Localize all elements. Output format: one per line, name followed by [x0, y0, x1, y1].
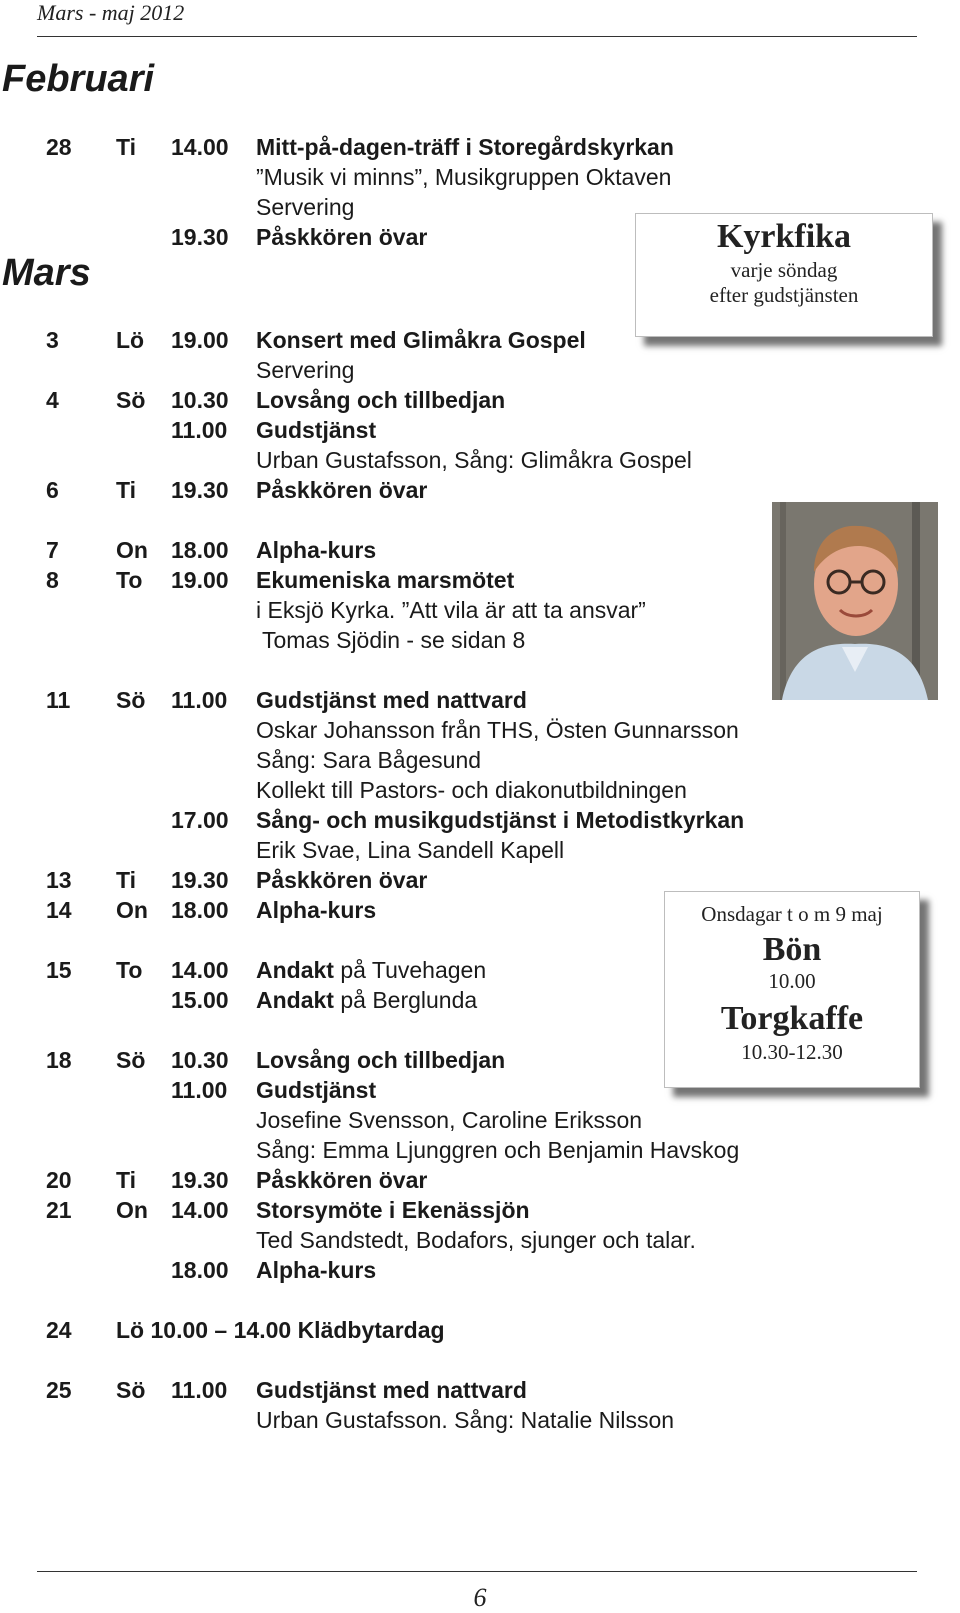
event-note: Sång: Emma Ljunggren och Benjamin Havskog: [256, 1137, 740, 1163]
event-row: [0, 1195, 800, 1225]
portrait-photo: [772, 502, 938, 700]
event-row: [0, 835, 800, 865]
event-description: [256, 595, 646, 625]
event-row: [0, 1255, 800, 1285]
event-date: 8: [46, 567, 59, 593]
header-rule: [37, 36, 917, 37]
event-description: [256, 1375, 527, 1405]
event-date: 18: [46, 1047, 72, 1073]
event-weekday: On: [116, 1197, 148, 1223]
event-row: [0, 445, 800, 475]
kyrkfika-line1: varje söndag: [730, 258, 838, 282]
event-description: [256, 1195, 530, 1225]
event-date: 14: [46, 897, 72, 923]
event-weekday: On: [116, 537, 148, 563]
event-weekday: Lö 10.00 – 14.00 Klädbytardag: [116, 1317, 445, 1343]
event-weekday: Ti: [116, 1167, 137, 1193]
event-date: 11: [46, 687, 71, 713]
event-row: [0, 1165, 800, 1195]
event-description: [256, 1045, 505, 1075]
event-description: [256, 385, 505, 415]
event-title: Påskkören övar: [256, 477, 428, 503]
event-description: [256, 835, 564, 865]
event-row: [0, 475, 800, 505]
event-time: 19.30: [171, 867, 229, 893]
event-description: [256, 865, 427, 895]
event-row: [0, 775, 800, 805]
month-heading-februari: Februari: [2, 58, 155, 100]
event-weekday: Ti: [116, 867, 137, 893]
event-time: 14.00: [171, 1197, 229, 1223]
event-date: 28: [46, 134, 72, 160]
event-description: [256, 475, 427, 505]
event-weekday: Sö: [116, 1047, 146, 1073]
event-note: Oskar Johansson från THS, Östen Gunnarsson: [256, 717, 739, 743]
event-time: 19.30: [171, 224, 229, 250]
event-description: [256, 162, 671, 192]
event-date: 24: [46, 1317, 72, 1343]
event-description: [256, 685, 527, 715]
event-weekday: To: [116, 567, 143, 593]
event-description: [256, 132, 674, 162]
portrait-illustration: [772, 502, 938, 700]
bon-title: Bön: [762, 931, 822, 968]
kyrkfika-title: Kyrkfika: [716, 218, 852, 255]
event-weekday: Lö: [116, 327, 145, 353]
issue-header: Mars - maj 2012: [37, 0, 185, 25]
event-description: [256, 192, 354, 222]
event-note: Urban Gustafsson. Sång: Natalie Nilsson: [256, 1407, 675, 1433]
event-note: Servering: [256, 194, 355, 220]
event-row: [0, 685, 800, 715]
torgkaffe-title: Torgkaffe: [720, 1000, 864, 1037]
event-time: 11.00: [171, 1077, 228, 1103]
event-note: Tomas Sjödin - se sidan 8: [256, 627, 526, 653]
event-description: [256, 535, 376, 565]
event-title: Konsert med Glimåkra Gospel: [256, 327, 586, 353]
event-weekday: On: [116, 897, 148, 923]
event-time: 18.00: [171, 897, 229, 923]
event-title: Alpha-kurs: [256, 897, 377, 923]
event-weekday: Sö: [116, 387, 146, 413]
event-time: 18.00: [171, 1257, 229, 1283]
event-note: Servering: [256, 357, 355, 383]
event-note: Urban Gustafsson, Sång: Glimåkra Gospel: [256, 447, 692, 473]
event-title: Ekumeniska marsmötet: [256, 567, 515, 593]
event-title: Storsymöte i Ekenässjön: [256, 1197, 530, 1223]
event-title: Sång- och musikgudstjänst i Metodistkyrkan: [256, 807, 745, 833]
event-time: 10.30: [171, 387, 229, 413]
event-time: 11.00: [171, 417, 228, 443]
bon-intro: Onsdagar t o m 9 maj: [701, 902, 883, 926]
event-row: [0, 745, 800, 775]
event-description: [256, 1135, 739, 1165]
event-date: 7: [46, 537, 59, 563]
event-title: Påskkören övar: [256, 1167, 428, 1193]
torgkaffe-time: 10.30-12.30: [741, 1040, 843, 1064]
event-title: Lovsång och tillbedjan: [256, 387, 506, 413]
event-description: [256, 715, 739, 745]
event-description: [256, 955, 486, 985]
event-title: Mitt-på-dagen-träff i Storegårdskyrkan: [256, 134, 674, 160]
event-time: 18.00: [171, 537, 229, 563]
event-description: [256, 325, 586, 355]
footer-rule: [37, 1571, 917, 1572]
event-description: [256, 775, 687, 805]
month-heading-mars: Mars: [2, 252, 91, 294]
event-description: [256, 1105, 642, 1135]
event-note: ”Musik vi minns”, Musikgruppen Oktaven: [256, 164, 672, 190]
event-date: 20: [46, 1167, 72, 1193]
event-description: [256, 222, 427, 252]
event-description: [256, 355, 354, 385]
event-title: Gudstjänst med nattvard: [256, 1377, 527, 1403]
event-title: Gudstjänst: [256, 417, 377, 443]
event-date: 4: [46, 387, 59, 413]
event-description: [256, 1165, 427, 1195]
kyrkfika-line2: efter gudstjänsten: [709, 283, 859, 307]
event-row: [0, 625, 800, 655]
event-row: [0, 162, 800, 192]
event-title: Andakt: [256, 957, 334, 983]
event-row: [0, 535, 800, 565]
event-time: 14.00: [171, 957, 229, 983]
event-date: 25: [46, 1377, 72, 1403]
event-row: [0, 1135, 800, 1165]
event-title: Alpha-kurs: [256, 537, 377, 563]
event-note: Erik Svae, Lina Sandell Kapell: [256, 837, 565, 863]
event-description: [256, 985, 477, 1015]
event-title: Lovsång och tillbedjan: [256, 1047, 506, 1073]
event-row: [0, 595, 800, 625]
event-time: 17.00: [171, 807, 229, 833]
event-note: Sång: Sara Bågesund: [256, 747, 482, 773]
event-description: [256, 1405, 674, 1435]
event-description: [256, 805, 744, 835]
bon-torgkaffe-box: [664, 891, 920, 1088]
event-row: [0, 385, 800, 415]
bon-time: 10.00: [768, 969, 816, 993]
event-time: 19.00: [171, 327, 229, 353]
event-row: [0, 715, 800, 745]
event-row: [0, 1315, 800, 1345]
event-title: Andakt: [256, 987, 334, 1013]
event-row: [0, 132, 800, 162]
event-title: Alpha-kurs: [256, 1257, 377, 1283]
event-time: 11.00: [171, 1377, 228, 1403]
event-row: [0, 1405, 800, 1435]
event-description: [256, 1075, 376, 1105]
event-date: 3: [46, 327, 59, 353]
event-time: 15.00: [171, 987, 229, 1013]
event-description: [256, 415, 376, 445]
event-date: 13: [46, 867, 72, 893]
event-row: [0, 805, 800, 835]
event-title: Påskkören övar: [256, 224, 428, 250]
event-row: [0, 355, 800, 385]
event-note: Josefine Svensson, Caroline Eriksson: [256, 1107, 643, 1133]
event-title: Gudstjänst med nattvard: [256, 687, 527, 713]
event-description: [256, 625, 525, 655]
event-time: 11.00: [171, 687, 228, 713]
event-time: 14.00: [171, 134, 229, 160]
event-time: 19.00: [171, 567, 229, 593]
event-weekday: Ti: [116, 477, 137, 503]
event-row: [0, 1225, 800, 1255]
event-note: Kollekt till Pastors- och diakonutbildningen: [256, 777, 687, 803]
event-note: i Eksjö Kyrka. ”Att vila är att ta ansvar”: [256, 597, 646, 623]
event-weekday: Sö: [116, 687, 146, 713]
event-date: 21: [46, 1197, 72, 1223]
event-note: på Berglunda: [333, 987, 478, 1013]
event-time: 19.30: [171, 1167, 229, 1193]
page-number: 6: [473, 1583, 487, 1612]
kyrkfika-box: [635, 213, 933, 337]
event-description: [256, 1225, 696, 1255]
event-time: 10.30: [171, 1047, 229, 1073]
event-row: [0, 565, 800, 595]
event-title: Påskkören övar: [256, 867, 428, 893]
event-date: 6: [46, 477, 59, 503]
event-date: 15: [46, 957, 72, 983]
event-description: [256, 1255, 376, 1285]
event-row: [0, 1375, 800, 1405]
event-description: [256, 445, 692, 475]
event-weekday: Sö: [116, 1377, 146, 1403]
event-row: [0, 1105, 800, 1135]
event-weekday: Ti: [116, 134, 137, 160]
event-note: på Tuvehagen: [333, 957, 487, 983]
event-title: Gudstjänst: [256, 1077, 377, 1103]
event-description: [256, 745, 481, 775]
event-description: [256, 895, 376, 925]
event-description: [256, 565, 514, 595]
event-weekday: To: [116, 957, 143, 983]
event-time: 19.30: [171, 477, 229, 503]
event-note: Ted Sandstedt, Bodafors, sjunger och talar.: [256, 1227, 696, 1253]
event-row: [0, 415, 800, 445]
